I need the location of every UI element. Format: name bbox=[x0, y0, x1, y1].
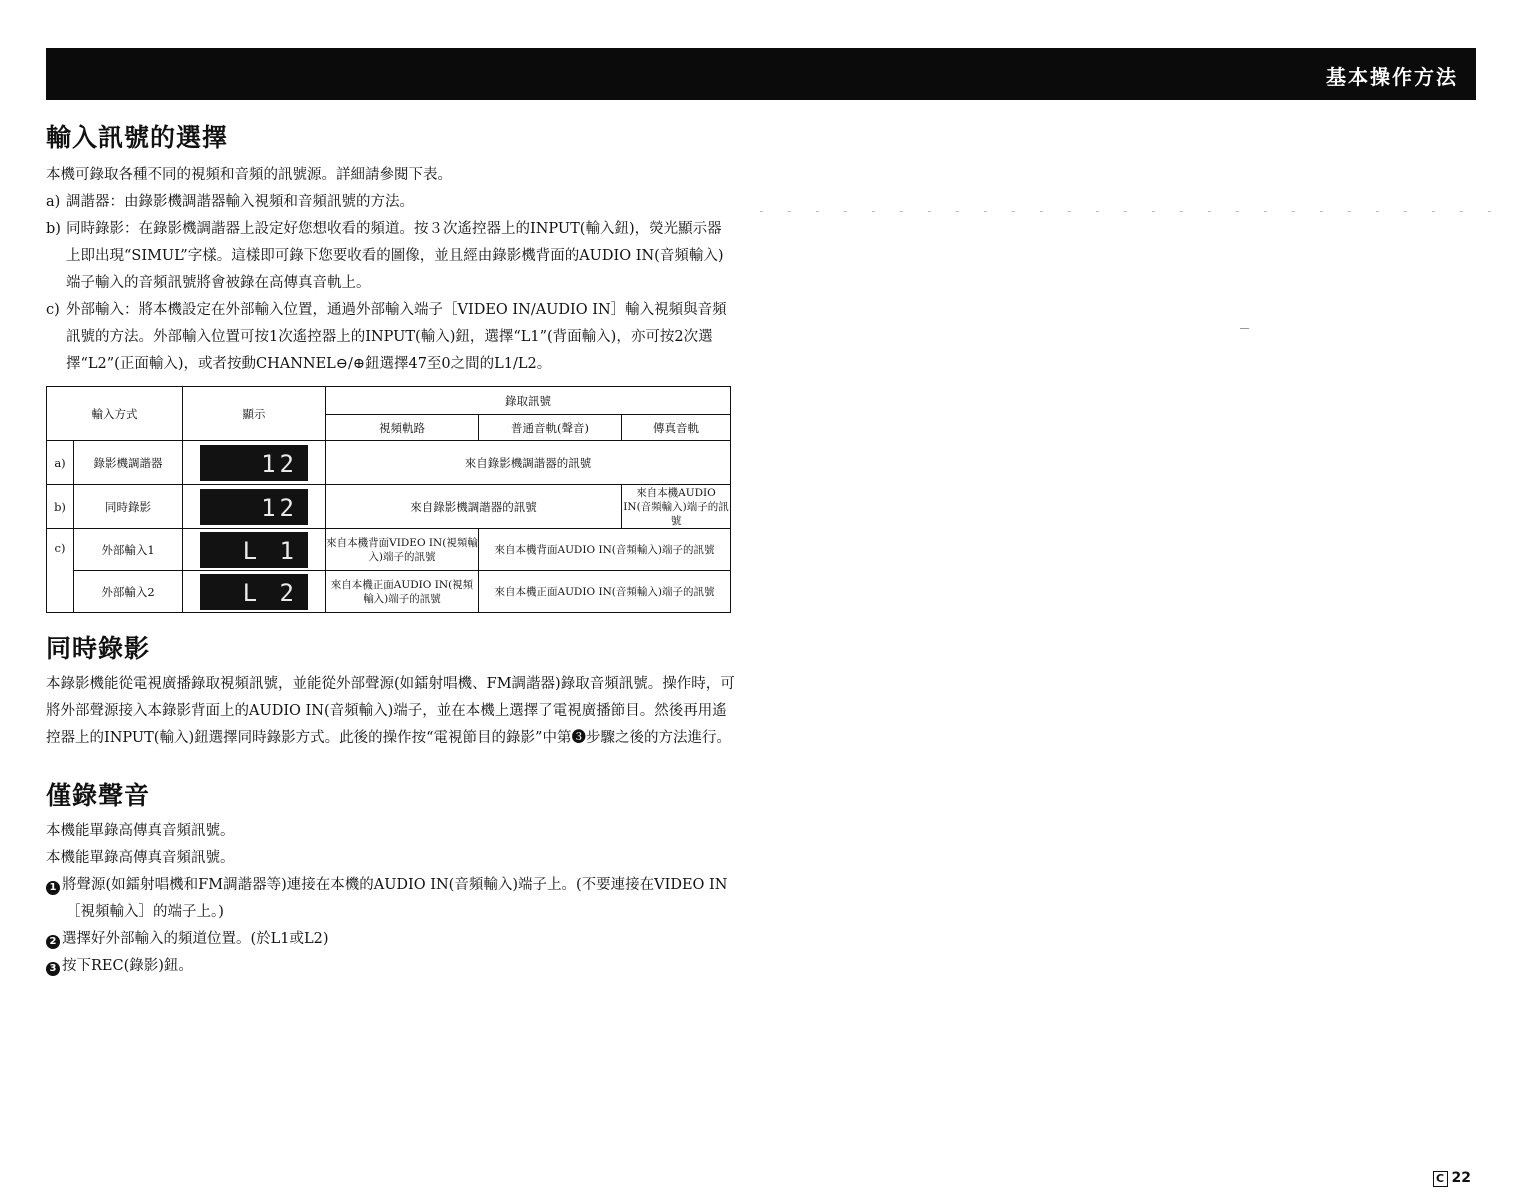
row-label: a) bbox=[47, 441, 74, 485]
main-content bbox=[46, 120, 736, 980]
section-title-audio-only: 僅錄聲音 bbox=[46, 781, 151, 810]
th-normal-audio: 普通音軌(聲音) bbox=[479, 415, 622, 441]
scan-artifact bbox=[1240, 328, 1249, 329]
section1-item-c bbox=[46, 297, 736, 378]
th-display: 顯示 bbox=[183, 387, 326, 441]
table-row bbox=[47, 441, 731, 485]
item-marker: b) bbox=[46, 221, 61, 237]
display-readout: 12 bbox=[261, 449, 298, 478]
step-3 bbox=[46, 953, 736, 980]
step-number-icon: 2 bbox=[46, 935, 60, 949]
item-text: 同時錄影：在錄影機調諧器上設定好您想收看的頻道。按３次遙控器上的INPUT(輸入鈕)，熒光顯示器上即出現“SIMUL”字樣。這樣即可錄下您要收看的圖像，並且經由錄影機背面的AUDIO IN(音頻輸入)端子輸入的音頻訊號將會被錄在高傳真音軌上。 bbox=[66, 221, 724, 291]
row-mode: 錄影機調諧器 bbox=[74, 441, 183, 485]
section1-item-b bbox=[46, 216, 736, 297]
step-2 bbox=[46, 926, 736, 953]
header-title: 基本操作方法 bbox=[1326, 65, 1458, 89]
row-signal: 來自錄影機調諧器的訊號 bbox=[326, 485, 622, 529]
display-readout: L 2 bbox=[242, 578, 298, 607]
item-text: 調諧器：由錄影機調諧器輸入視頻和音頻訊號的方法。 bbox=[66, 194, 414, 210]
section3-line: 本機能單錄高傳真音頻訊號。 bbox=[46, 850, 235, 866]
table-row bbox=[47, 571, 731, 613]
scan-artifact bbox=[760, 211, 1510, 212]
row-mode: 同時錄影 bbox=[74, 485, 183, 529]
row-mode: 外部輸入1 bbox=[74, 529, 183, 571]
th-video-track: 視頻軌路 bbox=[326, 415, 479, 441]
display-readout: 12 bbox=[261, 493, 298, 522]
row-video-signal: 來自本機背面VIDEO IN(視頻輸入)端子的訊號 bbox=[326, 529, 479, 571]
step-text: 選擇好外部輸入的頻道位置。(於L1或L2) bbox=[62, 931, 329, 947]
section1-item-a bbox=[46, 189, 736, 216]
row-label: c) bbox=[47, 529, 74, 613]
table-row bbox=[47, 485, 731, 529]
row-display bbox=[183, 485, 326, 529]
step-1 bbox=[46, 872, 736, 926]
step-number-icon: 1 bbox=[46, 881, 60, 895]
section2-body: 本錄影機能從電視廣播錄取視頻訊號，並能從外部聲源(如鐳射唱機、FM調諧器)錄取音頻訊號。操作時，可將外部聲源接入本錄影背面上的AUDIO IN(音頻輸入)端子，並在本機上選擇了電視廣播節目。然後再用遙控器上的INPUT(輸入)鈕選擇同時錄影方式。此後的操作按“電視節目的錄影”中第❸步驟之後的方法進行。 bbox=[46, 676, 735, 746]
row-hifi-signal: 來自本機AUDIO IN(音頻輸入)端子的訊號 bbox=[623, 486, 729, 527]
row-video-signal: 來自本機正面AUDIO IN(視頻輸入)端子的訊號 bbox=[326, 571, 479, 613]
row-signal: 來自錄影機調諧器的訊號 bbox=[326, 441, 731, 485]
step-text: 按下REC(錄影)鈕。 bbox=[62, 958, 193, 974]
page-footer bbox=[1433, 1170, 1471, 1187]
row-mode: 外部輸入2 bbox=[74, 571, 183, 613]
th-input-mode: 輸入方式 bbox=[47, 387, 183, 441]
row-label: b) bbox=[47, 485, 74, 529]
step-number-icon: 3 bbox=[46, 962, 60, 976]
row-display bbox=[183, 441, 326, 485]
signal-table bbox=[46, 386, 731, 613]
item-marker: a) bbox=[46, 194, 61, 210]
th-record-signal: 錄取訊號 bbox=[326, 387, 731, 415]
row-audio-signal: 來自本機正面AUDIO IN(音頻輸入)端子的訊號 bbox=[479, 571, 731, 613]
page-number: 22 bbox=[1451, 1170, 1471, 1186]
section-title-input-select: 輸入訊號的選擇 bbox=[46, 123, 229, 152]
display-readout: L 1 bbox=[242, 536, 298, 565]
th-hifi-audio: 傳真音軌 bbox=[622, 415, 731, 441]
display-panel bbox=[200, 532, 308, 568]
item-text: 外部輸入：將本機設定在外部輸入位置，通過外部輸入端子［VIDEO IN/AUDIO IN］輸入視頻與音頻訊號的方法。外部輸入位置可按1次遙控器上的INPUT(輸入)鈕，選擇“L1”(背面輸入)，亦可按2次選擇“L2”(正面輸入)，或者按動CHANNEL⊖/⊕鈕選擇47至0之間的L1/L2。 bbox=[66, 302, 727, 372]
display-panel bbox=[200, 445, 308, 481]
section1-intro: 本機可錄取各種不同的視頻和音頻的訊號源。詳細請參閱下表。 bbox=[46, 167, 452, 183]
section3-line: 本機能單錄高傳真音頻訊號。 bbox=[46, 823, 235, 839]
display-panel bbox=[200, 574, 308, 610]
row-display bbox=[183, 571, 326, 613]
item-marker: c) bbox=[46, 302, 60, 318]
row-display bbox=[183, 529, 326, 571]
header-bar bbox=[46, 48, 1476, 100]
display-panel bbox=[200, 489, 308, 525]
section-title-simul: 同時錄影 bbox=[46, 634, 151, 663]
row-audio-signal: 來自本機背面AUDIO IN(音頻輸入)端子的訊號 bbox=[479, 529, 731, 571]
table-row bbox=[47, 529, 731, 571]
chinese-lang-icon: C bbox=[1433, 1171, 1448, 1187]
step-text: 將聲源(如鐳射唱機和FM調諧器等)連接在本機的AUDIO IN(音頻輸入)端子上。(不要連接在VIDEO IN［視頻輸入］的端子上。) bbox=[62, 877, 728, 920]
